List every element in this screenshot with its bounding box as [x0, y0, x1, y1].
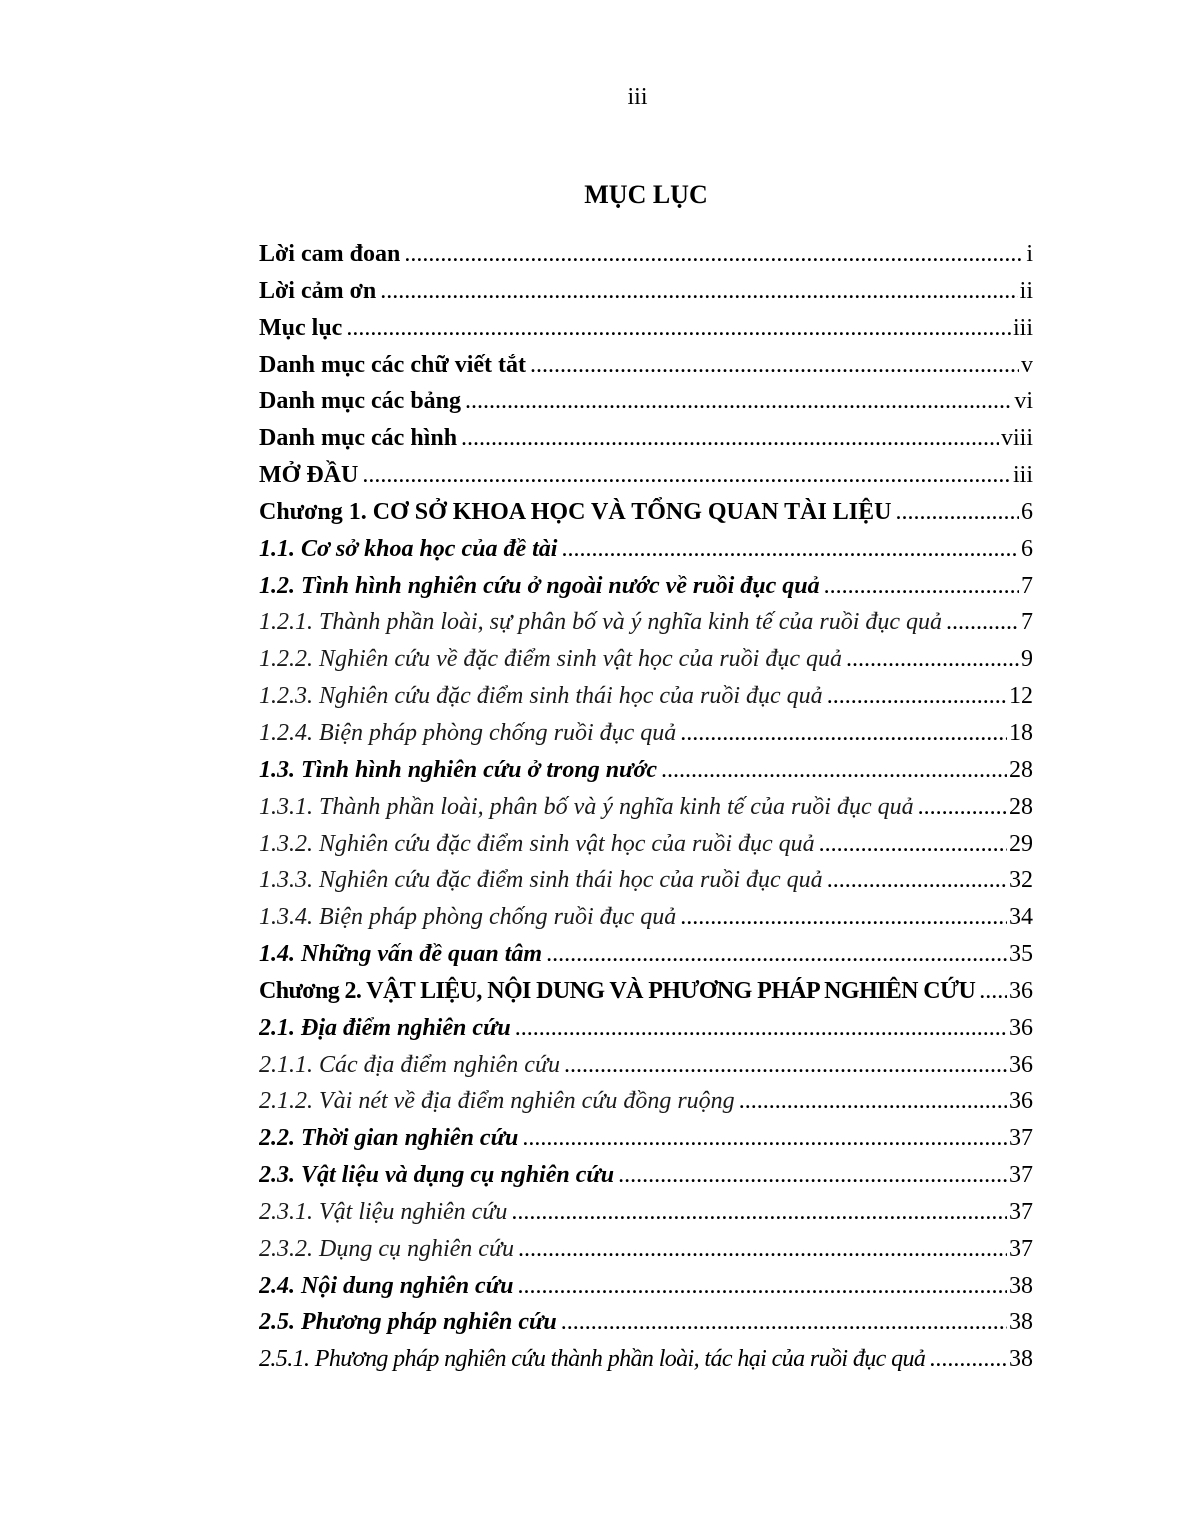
- toc-entry-label: 1.2.2. Nghiên cứu về đặc điểm sinh vật học của ruồi đục quả: [259, 646, 842, 673]
- toc-dot-leader: [517, 1268, 1007, 1305]
- toc-dot-leader: [680, 715, 1007, 752]
- toc-entry-page: ii: [1019, 277, 1033, 304]
- toc-entry-label: 1.3. Tình hình nghiên cứu ở trong nước: [259, 756, 657, 783]
- toc-entry-page: 37: [1009, 1235, 1033, 1262]
- toc-entry-label: 1.3.1. Thành phần loài, phân bố và ý nghĩa kinh tế của ruồi đục quả: [259, 793, 914, 820]
- toc-entry-label: 1.1. Cơ sở khoa học của đề tài: [259, 535, 558, 562]
- toc-entry[interactable]: [259, 789, 1033, 826]
- toc-entry[interactable]: [259, 1157, 1033, 1194]
- toc-dot-leader: [739, 1083, 1007, 1120]
- toc-dot-leader: [461, 420, 999, 457]
- toc-entry-label: 1.3.2. Nghiên cứu đặc điểm sinh vật học của ruồi đục quả: [259, 830, 815, 857]
- toc-entry[interactable]: [259, 1120, 1033, 1157]
- toc-entry-label: Danh mục các bảng: [259, 388, 462, 415]
- toc-dot-leader: [895, 494, 1019, 531]
- toc-entry[interactable]: [259, 273, 1033, 310]
- toc-entry[interactable]: [259, 1010, 1033, 1047]
- toc-entry[interactable]: [259, 1194, 1033, 1231]
- toc-entry[interactable]: [259, 862, 1033, 899]
- toc-entry-page: 36: [1009, 1014, 1033, 1041]
- toc-dot-leader: [362, 457, 1011, 494]
- toc-entry-page: 18: [1009, 719, 1033, 746]
- toc-entry-page: 6: [1021, 498, 1033, 525]
- toc-entry-label: 2.3.2. Dụng cụ nghiên cứu: [259, 1235, 515, 1262]
- toc-entry[interactable]: [259, 568, 1033, 605]
- toc-entry[interactable]: [259, 1231, 1033, 1268]
- toc-dot-leader: [530, 347, 1019, 384]
- toc-entry-page: 12: [1009, 683, 1033, 710]
- toc-entry-label: 2.1.2. Vài nét về địa điểm nghiên cứu đồng ruộng: [259, 1088, 735, 1115]
- toc-dot-leader: [515, 1010, 1007, 1047]
- toc-entry-label: 1.4. Những vấn đề quan tâm: [259, 941, 543, 968]
- toc-entry-page: 35: [1009, 941, 1033, 968]
- toc-entry-page: 9: [1021, 646, 1033, 673]
- toc-entry[interactable]: [259, 899, 1033, 936]
- toc-entry-page: v: [1021, 351, 1033, 378]
- toc-entry-label: 2.4. Nội dung nghiên cứu: [259, 1272, 514, 1299]
- toc-entry-label: 2.3. Vật liệu và dụng cụ nghiên cứu: [259, 1162, 615, 1189]
- toc-entry-label: 2.5.1. Phương pháp nghiên cứu thành phần loài, tác hại của ruồi đục quả: [259, 1346, 926, 1373]
- toc-entry[interactable]: [259, 1268, 1033, 1305]
- toc-entry-label: MỞ ĐẦU: [259, 462, 359, 489]
- toc-entry-label: 1.3.4. Biện pháp phòng chống ruồi đục quả: [259, 904, 677, 931]
- toc-dot-leader: [929, 1341, 1007, 1378]
- toc-entry-page: 7: [1021, 572, 1033, 599]
- toc-dot-leader: [680, 899, 1007, 936]
- toc-entry-label: Chương 1. CƠ SỞ KHOA HỌC VÀ TỔNG QUAN TÀI LIỆU: [259, 498, 892, 525]
- toc-entry[interactable]: [259, 383, 1033, 420]
- toc-entry-label: 2.1.1. Các địa điểm nghiên cứu: [259, 1051, 561, 1078]
- toc-dot-leader: [827, 678, 1007, 715]
- toc-title: MỤC LỤC: [584, 180, 708, 209]
- toc-entry-label: Mục lục: [259, 314, 343, 341]
- table-of-contents: [259, 236, 1033, 1378]
- toc-dot-leader: [404, 236, 1024, 273]
- toc-entry[interactable]: [259, 973, 1033, 1010]
- toc-dot-leader: [518, 1231, 1007, 1268]
- toc-dot-leader: [511, 1194, 1007, 1231]
- toc-dot-leader: [819, 826, 1007, 863]
- toc-entry-label: Danh mục các hình: [259, 425, 458, 452]
- toc-entry-label: Lời cam đoan: [259, 241, 401, 267]
- toc-entry-page: 7: [1021, 609, 1033, 636]
- toc-entry-label: Danh mục các chữ viết tắt: [259, 351, 527, 378]
- toc-entry-page: 38: [1009, 1309, 1033, 1336]
- toc-entry[interactable]: [259, 494, 1033, 531]
- toc-entry[interactable]: [259, 936, 1033, 973]
- toc-entry[interactable]: [259, 752, 1033, 789]
- toc-entry-page: 6: [1021, 535, 1033, 562]
- page-number: iii: [627, 84, 648, 110]
- toc-dot-leader: [846, 641, 1019, 678]
- toc-entry[interactable]: [259, 678, 1033, 715]
- toc-entry-label: 2.2. Thời gian nghiên cứu: [259, 1125, 519, 1152]
- toc-dot-leader: [522, 1120, 1007, 1157]
- toc-entry-page: 37: [1009, 1162, 1033, 1189]
- toc-entry-page: vi: [1014, 388, 1033, 415]
- toc-entry[interactable]: [259, 347, 1033, 384]
- toc-dot-leader: [946, 604, 1019, 641]
- toc-entry[interactable]: [259, 715, 1033, 752]
- toc-entry-label: 1.3.3. Nghiên cứu đặc điểm sinh thái học của ruồi đục quả: [259, 867, 823, 894]
- toc-dot-leader: [618, 1157, 1007, 1194]
- toc-entry[interactable]: [259, 641, 1033, 678]
- toc-entry[interactable]: [259, 420, 1033, 457]
- toc-entry[interactable]: [259, 1304, 1033, 1341]
- toc-entry-label: Chương 2. VẬT LIỆU, NỘI DUNG VÀ PHƯƠNG PHÁP NGHIÊN CỨU: [259, 977, 976, 1004]
- toc-dot-leader: [824, 568, 1019, 605]
- toc-entry[interactable]: [259, 1083, 1033, 1120]
- toc-entry-page: viii: [1000, 425, 1033, 452]
- toc-dot-leader: [827, 862, 1007, 899]
- toc-entry[interactable]: [259, 826, 1033, 863]
- toc-entry[interactable]: [259, 1047, 1033, 1084]
- toc-entry[interactable]: [259, 457, 1033, 494]
- toc-entry[interactable]: [259, 236, 1033, 273]
- toc-entry-page: 37: [1009, 1125, 1033, 1152]
- toc-entry-page: 34: [1009, 904, 1033, 931]
- toc-entry-label: 1.2. Tình hình nghiên cứu ở ngoài nước về ruồi đục quả: [259, 572, 820, 599]
- toc-entry-label: 1.2.3. Nghiên cứu đặc điểm sinh thái học của ruồi đục quả: [259, 683, 823, 710]
- toc-dot-leader: [661, 752, 1007, 789]
- toc-dot-leader: [380, 273, 1017, 310]
- toc-dot-leader: [465, 383, 1012, 420]
- toc-entry-label: 2.5. Phương pháp nghiên cứu: [259, 1309, 557, 1336]
- toc-entry[interactable]: [259, 531, 1033, 568]
- toc-entry-page: 38: [1009, 1346, 1033, 1373]
- toc-entry-page: iii: [1012, 314, 1033, 341]
- toc-dot-leader: [561, 1304, 1007, 1341]
- toc-entry-page: iii: [1012, 462, 1033, 489]
- toc-dot-leader: [346, 310, 1011, 347]
- toc-entry[interactable]: [259, 310, 1033, 347]
- toc-dot-leader: [918, 789, 1007, 826]
- toc-entry-page: 36: [1009, 1088, 1033, 1115]
- toc-dot-leader: [561, 531, 1019, 568]
- toc-entry-label: Lời cảm ơn: [259, 277, 377, 304]
- toc-entry-label: 2.3.1. Vật liệu nghiên cứu: [259, 1198, 508, 1225]
- toc-entry-page: 36: [1009, 977, 1033, 1004]
- toc-entry-label: 1.2.1. Thành phần loài, sự phân bố và ý nghĩa kinh tế của ruồi đục quả: [259, 609, 943, 636]
- toc-dot-leader: [564, 1047, 1007, 1084]
- toc-dot-leader: [979, 973, 1007, 1010]
- toc-entry-page: i: [1026, 241, 1033, 267]
- toc-entry-page: 36: [1009, 1051, 1033, 1078]
- toc-entry-page: 38: [1009, 1272, 1033, 1299]
- toc-entry-page: 28: [1009, 793, 1033, 820]
- toc-entry[interactable]: [259, 1341, 1033, 1378]
- toc-dot-leader: [546, 936, 1007, 973]
- toc-entry-page: 32: [1009, 867, 1033, 894]
- toc-entry-label: 2.1. Địa điểm nghiên cứu: [259, 1014, 511, 1041]
- toc-entry-page: 37: [1009, 1198, 1033, 1225]
- toc-entry-label: 1.2.4. Biện pháp phòng chống ruồi đục quả: [259, 719, 677, 746]
- toc-entry-page: 29: [1009, 830, 1033, 857]
- toc-entry[interactable]: [259, 604, 1033, 641]
- toc-entry-page: 28: [1009, 756, 1033, 783]
